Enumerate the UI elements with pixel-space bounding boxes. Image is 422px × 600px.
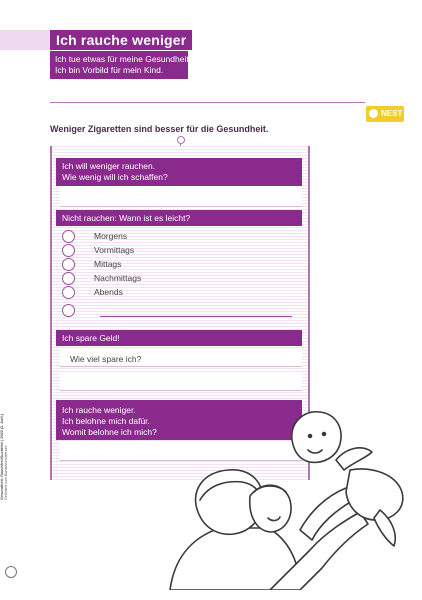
section-amount-line: Ich will weniger rauchen. [62,161,156,171]
section-reward-line: Ich belohne mich dafür. [62,416,150,426]
section-money-heading: Ich spare Geld! [56,330,302,346]
parent-baby-illustration [150,400,412,590]
page-title: Ich rauche weniger [50,30,192,50]
credit-line: Gefördert vom Bundesministerium [4,445,8,500]
option-label: Nachmittags [94,273,142,283]
header-band [0,30,50,50]
subtitle-line: Ich tue etwas für meine Gesundheit. [55,54,192,64]
option-circle-icon[interactable] [62,272,75,285]
option-label: Mittags [94,259,122,269]
section-reward-line: Womit belohne ich mich? [62,427,157,437]
intro-text: Weniger Zigaretten sind besser für die Gesundheit. [50,124,269,134]
section-reward-line: Ich rauche weniger. [62,405,136,415]
option-circle-icon[interactable] [62,286,75,299]
section-amount-heading [56,158,302,186]
option-label: Vormittags [94,245,135,255]
pin-icon [177,136,185,144]
money-answer-field[interactable] [60,372,302,391]
section-easy-heading: Nicht rauchen: Wann ist es leicht? [56,210,302,226]
credit-logo-icon [5,566,17,578]
other-answer-line[interactable] [100,316,292,317]
amount-answer-field[interactable] [60,188,302,207]
nest-logo-icon [369,109,378,118]
option-circle-icon[interactable] [62,244,75,257]
money-question: Wie viel spare ich? [70,354,142,364]
option-label: Morgens [94,231,128,241]
page-subtitle [50,51,192,79]
option-circle-icon[interactable] [62,230,75,243]
option-circle-icon[interactable] [62,304,75,317]
sidebar-credit [0,396,8,500]
credit-line: Gesundheit: Rauchfrei/Suchtfrei | 2020 (2. Aufl.) [0,414,4,500]
subtitle-line: Ich bin Vorbild für mein Kind. [55,65,164,75]
section-amount-line: Wie wenig will ich schaffen? [62,172,168,182]
option-label: Abends [94,287,123,297]
option-circle-icon[interactable] [62,258,75,271]
nest-logo-text: NEST [381,109,403,118]
nest-logo [366,106,404,122]
divider-line [50,102,365,103]
